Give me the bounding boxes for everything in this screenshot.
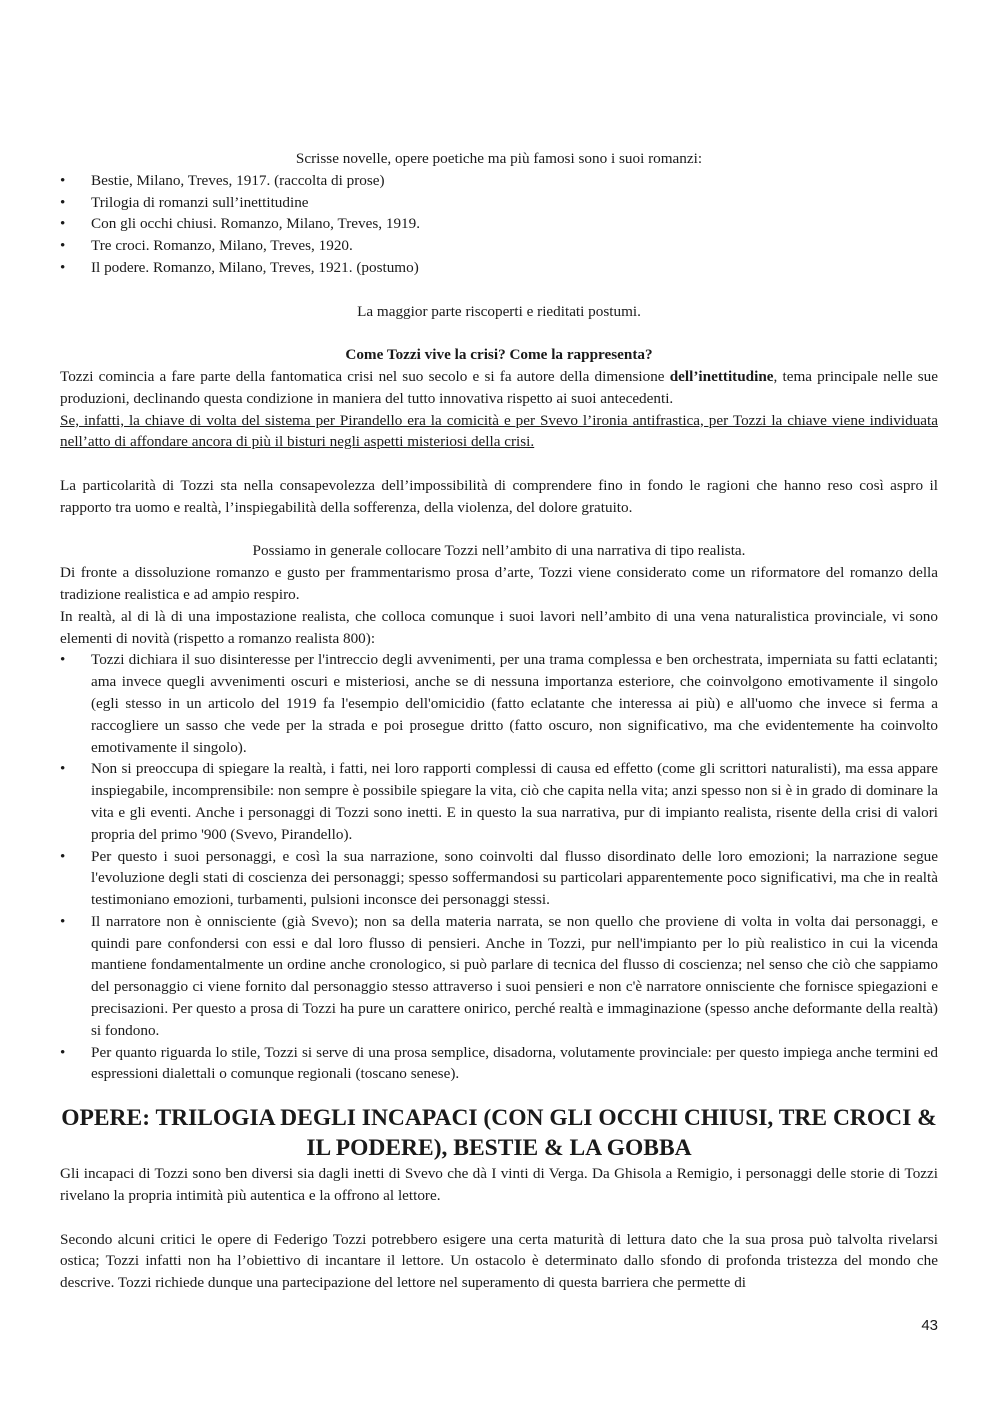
spacer [60,453,938,475]
underlined-paragraph: Se, infatti, la chiave di volta del sistema per Pirandello era la comicità e per Svevo l’ironia antifrastica, per Tozzi la chiave viene individuata nell’atto di affondare ancora di più il bisturi negli aspetti misteriosi della crisi. [60,411,938,451]
reformer-paragraph: Di fronte a dissoluzione romanzo e gusto per frammentarismo prosa d’arte, Tozzi viene considerato come un riformatore del romanzo della tradizione realistica e ad ampio respiro. [60,564,938,603]
list-item-text: Per questo i suoi personaggi, e così la sua narrazione, sono coinvolti dal flusso disordinato delle loro emozioni; la narrazione segue l'evoluzione degli stati di coscienza dei personaggi; spesso soffermandosi su particolari apparentemente poco significativi, ma che in realtà testimoniano emozioni, turbamenti, pulsioni inconsce dei personaggi stessi. [91,847,938,909]
list-item [60,846,938,911]
list-item-text: Non si preoccupa di spiegare la realtà, i fatti, nei loro rapporti complessi di causa ed effetto (come gli scrittori naturalisti), ma essa appare inspiegabile, incomprensibile: non sempre è possibile spiegare la vita, ciò che capita nella vita; anzi spesso non si è in grado di dominare la vita e gli eventi. Anche i personaggi di Tozzi sono inetti. E in questo la sua narrativa, pur di impianto realista, risente della crisi di valori propria del primo '900 (Svevo, Pirandello). [91,760,938,843]
works-list [60,170,938,279]
list-item [60,170,938,192]
bullet-icon: • [60,237,66,255]
list-item [60,758,938,845]
novelty-intro: In realtà, al di là di una impostazione realista, che colloca comunque i suoi lavori nell’ambito di una vena naturalistica provinciale, vi sono elementi di novità (rispetto a romanzo realista 800): [60,607,938,647]
critics-paragraph: Secondo alcuni critici le opere di Federigo Tozzi potrebbero esigere una certa maturità di lettura dato che la sua prosa può talvolta rivelarsi ostica; Tozzi infatti non ha l’obiettivo di incantare il lettore. Un ostacolo è determinato dallo sfondo di profonda tristezza del mondo che descrive. Tozzi richiede dunque una partecipazione del lettore nel superamento di questa barriera che permette di [60,1230,938,1292]
list-item-text: Tre croci. Romanzo, Milano, Treves, 1920. [91,237,353,255]
list-item [60,213,938,235]
list-item [60,192,938,214]
bullet-icon: • [60,847,66,865]
novelty-list [60,649,938,1085]
list-item [60,911,938,1042]
list-item-text: Per quanto riguarda lo stile, Tozzi si serve di una prosa semplice, disadorna, volutamente provinciale: per questo impiega anche termini ed espressioni dialettali o comunque regionali (toscano senese). [91,1043,938,1083]
section-question: Come Tozzi vive la crisi? Come la rappresenta? [345,346,653,364]
list-item-text: Trilogia di romanzi sull’inettitudine [91,193,309,211]
bullet-icon: • [60,1043,66,1061]
list-item-text: Il narratore non è onnisciente (già Svevo); non sa della materia narrata, se non quello che proviene di volta in volta dai personaggi, e quindi pare confondersi con essi e dal loro flusso di pensieri. Anche in Tozzi, pur nell'impianto per lo più realistico in cui la vicenda mantiene fondamentalmente un ordine anche cronologico, si può parlare di tecnica del flusso di coscienza; nel senso che ciò che sappiamo del personaggio ci viene fornito dal personaggio stesso attraverso i suoi pensieri e non c'è narratore onnisciente che fornisce spiegazioni e precisazioni. Per questo a prosa di Tozzi ha pure un carattere onirico, perché realtà e immaginazione (spesso anche deformante della realtà) si fondono. [91,912,938,1039]
list-item-text: Con gli occhi chiusi. Romanzo, Milano, Treves, 1919. [91,215,421,233]
spacer [60,519,938,541]
list-item-text: Bestie, Milano, Treves, 1917. (raccolta di prose) [91,171,385,189]
spacer [60,322,938,344]
spacer [60,279,938,301]
bullet-icon: • [60,171,66,189]
bullet-icon: • [60,912,66,930]
list-item-text: Tozzi dichiara il suo disinteresse per l'intreccio degli avvenimenti, per una trama complessa e ben orchestrata, imperniata su fatti eclatanti; ama invece quegli avvenimenti oscuri e misteriosi, anche se di nessuna importanza esteriore, che coinvolgono emotivamente il singolo (egli stesso in un articolo del 1919 fa l'esempio dell'omicidio (fatto eclatante che interessa ai più) e all'uomo che invece si ferma a raccogliere un sasso che vede per la strada e poi prosegue dritto (fatto oscuro, non significativo, ma che evidentemente ha coinvolto emotivamente il singolo). [91,651,938,756]
bullet-icon: • [60,760,66,778]
rediscovered-note: La maggior parte riscoperti e rieditati postumi. [357,302,641,320]
bullet-icon: • [60,215,66,233]
page-number: 43 [921,1317,938,1334]
crisis-text-after: , tema principale nelle sue produzioni, declinando questa condizione in maniera del tutto innovativa rispetto ai suoi antecedenti. [60,367,939,407]
bullet-icon: • [60,651,66,669]
section-heading: OPERE: TRILOGIA DEGLI INCAPACI (CON GLI OCCHI CHIUSI, TRE CROCI & IL PODERE), BESTIE & LA GOBBA [61,1105,937,1162]
list-item-text: Il podere. Romanzo, Milano, Treves, 1921. (postumo) [91,258,419,276]
particularity-paragraph: La particolarità di Tozzi sta nella consapevolezza dell’impossibilità di comprendere fino in fondo le ragioni che hanno reso così aspro il rapporto tra uomo e realtà, l’inspiegabilità della sofferenza, della violenza, del dolore gratuito. [60,476,938,516]
list-item [60,1042,938,1086]
crisis-paragraph [60,366,938,410]
works-intro: Scrisse novelle, opere poetiche ma più famosi sono i suoi romanzi: [295,150,703,167]
list-item [60,257,938,279]
spacer [60,1207,938,1229]
list-item [60,649,938,758]
crisis-text-before: Tozzi comincia a fare parte della fantomatica crisi nel suo secolo e si fa autore della dimensione [60,367,670,385]
document-page [60,148,938,1294]
bullet-icon: • [60,258,66,276]
bullet-icon: • [60,193,66,211]
incapaci-paragraph: Gli incapaci di Tozzi sono ben diversi sia dagli inetti di Svevo che dà I vinti di Verga. Da Ghisola a Remigio, i personaggi delle storie di Tozzi rivelano la propria intimità più autentica e la offrono al lettore. [60,1165,938,1205]
realist-statement: Possiamo in generale collocare Tozzi nell’ambito di una narrativa di tipo realista. [252,542,746,560]
list-item [60,235,938,257]
crisis-text-bold: dell’inettitudine [669,367,774,385]
